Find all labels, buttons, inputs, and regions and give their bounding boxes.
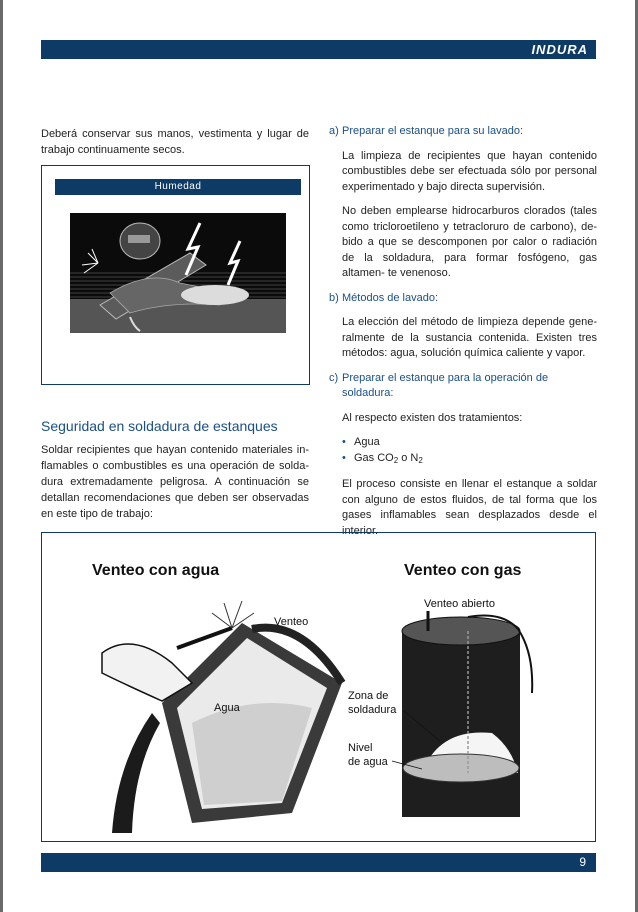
- item-b-heading: [329, 291, 597, 307]
- item-c-paragraph-1: Al respecto existen dos tratamientos:: [342, 411, 523, 424]
- venting-figure: [41, 532, 596, 842]
- level-label-line2: de agua: [348, 756, 388, 768]
- vent-open-label: Venteo abierto: [424, 598, 495, 610]
- item-c-marker: c): [329, 371, 339, 384]
- item-a-paragraph-1: La limpieza de recipientes que hayan contenido combustibles debe ser efectuada sólo por personal experimentado y bajo directa supervisión.: [342, 149, 597, 193]
- upright-tank: [402, 617, 520, 817]
- list-item-gas: [342, 451, 597, 469]
- zone-label-line1: Zona de: [348, 690, 389, 702]
- item-b-title: Métodos de lavado:: [342, 291, 439, 304]
- section-body: Soldar recipientes que hayan contenido materiales in- flamables o combustibles es una operación de solda- dura extremadamente peligrosa. A continuación se detallan recomendaciones que deben ser observadas en este tipo de trabajo:: [41, 444, 309, 520]
- left-column: [41, 126, 309, 158]
- section-title: Seguridad en soldadura de estanques: [41, 418, 278, 434]
- list-item-label: Gas CO: [354, 451, 394, 464]
- item-a-paragraph-2: No deben emplearse hidrocarburos clorados (tales como tricloroetileno y tetracloruro de carbono), de- bido a que se descomponen por calor o radiación de la soldadura, para formar fosfógeno, gas altamen- te venenoso.: [342, 205, 597, 279]
- water-label: Agua: [214, 702, 240, 714]
- item-a-title: Preparar el estanque para su lavado:: [342, 125, 524, 137]
- tilted-tank: [162, 623, 342, 823]
- list-item-agua: [342, 435, 597, 451]
- bullet-icon: •: [342, 436, 346, 448]
- zone-label-line2: soldadura: [348, 704, 397, 716]
- brand-logo: INDURA: [531, 42, 588, 57]
- footer-bar: [41, 853, 596, 872]
- venting-illustration: [42, 533, 595, 841]
- item-c-heading: [329, 371, 597, 402]
- welder-illustration: [70, 213, 286, 333]
- header-bar: [41, 40, 596, 59]
- list-item-label: Agua: [354, 436, 380, 448]
- right-figure-title: Venteo con gas: [404, 562, 522, 579]
- list-item-label: o N: [398, 451, 419, 464]
- left-figure-title: Venteo con agua: [92, 562, 220, 579]
- intro-paragraph: Deberá conservar sus manos, vestimenta y lugar de trabajo continuamente secos.: [41, 128, 309, 156]
- welding-hose: [112, 713, 160, 833]
- subscript: 2: [418, 455, 423, 465]
- page-number: 9: [579, 855, 586, 869]
- bullet-icon: •: [342, 451, 346, 464]
- right-column: [329, 124, 597, 548]
- spark-burst: [212, 601, 254, 628]
- item-c-paragraph-2: El proceso consiste en llenar el estanque a soldar con alguno de estos fluidos, de tal forma que los gases inflamables sean desplazados desde el interior.: [342, 478, 597, 537]
- humidity-figure: [41, 165, 310, 385]
- item-b-paragraph: La elección del método de limpieza depende gene- ralmente de la sustancia contenida. Existen tres métodos: agua, solución química caliente y vapor.: [342, 316, 597, 359]
- subscript: 2: [393, 455, 399, 465]
- vent-label-left: Venteo: [274, 616, 309, 628]
- figure-label: Humedad: [55, 179, 301, 195]
- item-b-marker: b): [329, 291, 339, 304]
- treatment-list: [342, 435, 597, 468]
- item-c-title: Preparar el estanque para la operación de soldadura:: [342, 371, 549, 399]
- page-edge-left: [0, 0, 3, 912]
- item-a-marker: a): [329, 125, 339, 137]
- item-a-heading: [329, 124, 597, 140]
- level-label-line1: Nivel: [348, 742, 373, 754]
